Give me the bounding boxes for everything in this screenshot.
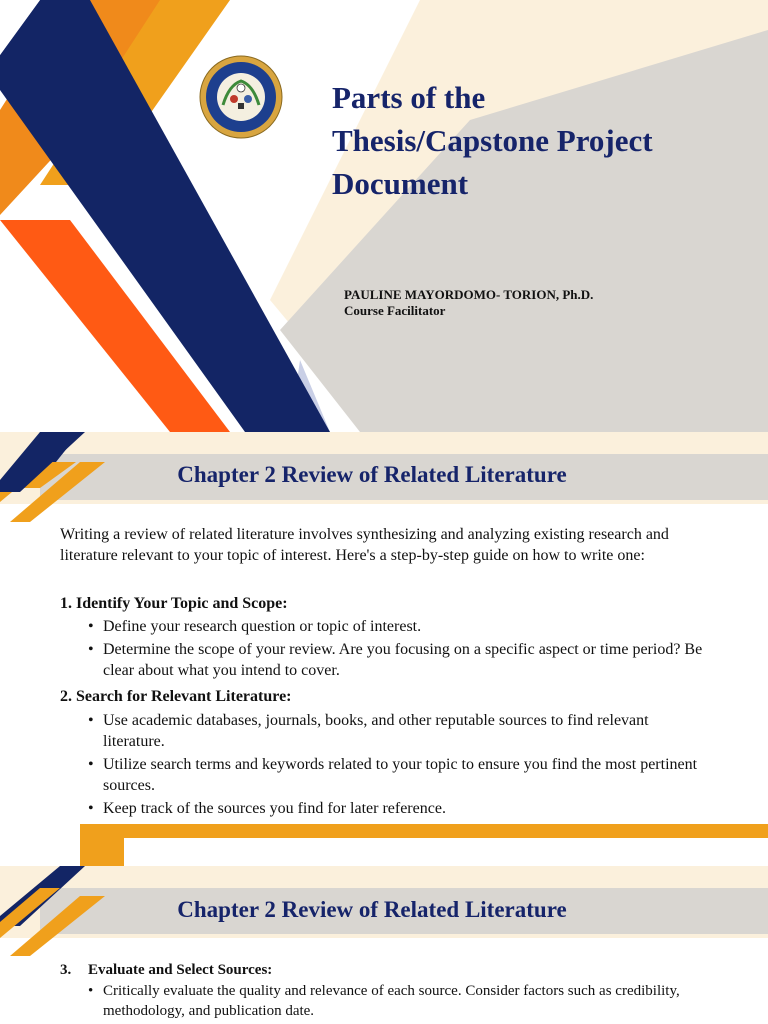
step-heading-text: Evaluate and Select Sources: <box>88 962 273 978</box>
author-name: PAULINE MAYORDOMO- TORION, Ph.D. <box>344 287 594 302</box>
title-slide-background <box>0 0 768 432</box>
intro-paragraph: Writing a review of related literature involves synthesizing and analyzing existing research and literature relevant to your topic of interest. Here's a step-by-step guide on how to write one: <box>60 526 669 564</box>
title-line: Document <box>332 166 469 201</box>
slide-heading: Chapter 2 Review of Related Literature <box>177 897 567 922</box>
step-heading: 2. Search for Relevant Literature: <box>60 688 292 705</box>
slide-title <box>332 76 752 205</box>
step-number: 3. <box>60 962 72 978</box>
bullet-item: • Critically evaluate the quality and relevance of each source. Consider factors such as credibility, methodology, and publication date. <box>88 981 708 1021</box>
step-bullets <box>88 710 708 821</box>
step-heading <box>60 960 272 981</box>
bullet-item: • Utilize search terms and keywords related to your topic to ensure you find the most pertinent sources. <box>88 754 708 796</box>
step-bullets <box>88 616 708 683</box>
title-line: Parts of the <box>332 80 486 115</box>
bullet-item: • Keep track of the sources you find for later reference. <box>88 798 708 819</box>
slide-heading: Chapter 2 Review of Related Literature <box>177 462 567 487</box>
bullet-item: • Use academic databases, journals, books, and other reputable sources to find relevant literature. <box>88 710 708 752</box>
university-seal-logo <box>199 55 283 139</box>
title-slide <box>0 0 768 432</box>
bullet-item: • Determine the scope of your review. Are you focusing on a specific aspect or time period? Be clear about what you intend to cover. <box>88 639 708 681</box>
author-role: Course Facilitator <box>344 303 446 318</box>
step-heading: 1. Identify Your Topic and Scope: <box>60 595 288 612</box>
title-line: Thesis/Capstone Project <box>332 123 653 158</box>
content-slide-1 <box>0 432 768 866</box>
step-bullets <box>88 981 708 1023</box>
content-slide-2 <box>0 866 768 1024</box>
bullet-item: • Define your research question or topic of interest. <box>88 616 708 637</box>
